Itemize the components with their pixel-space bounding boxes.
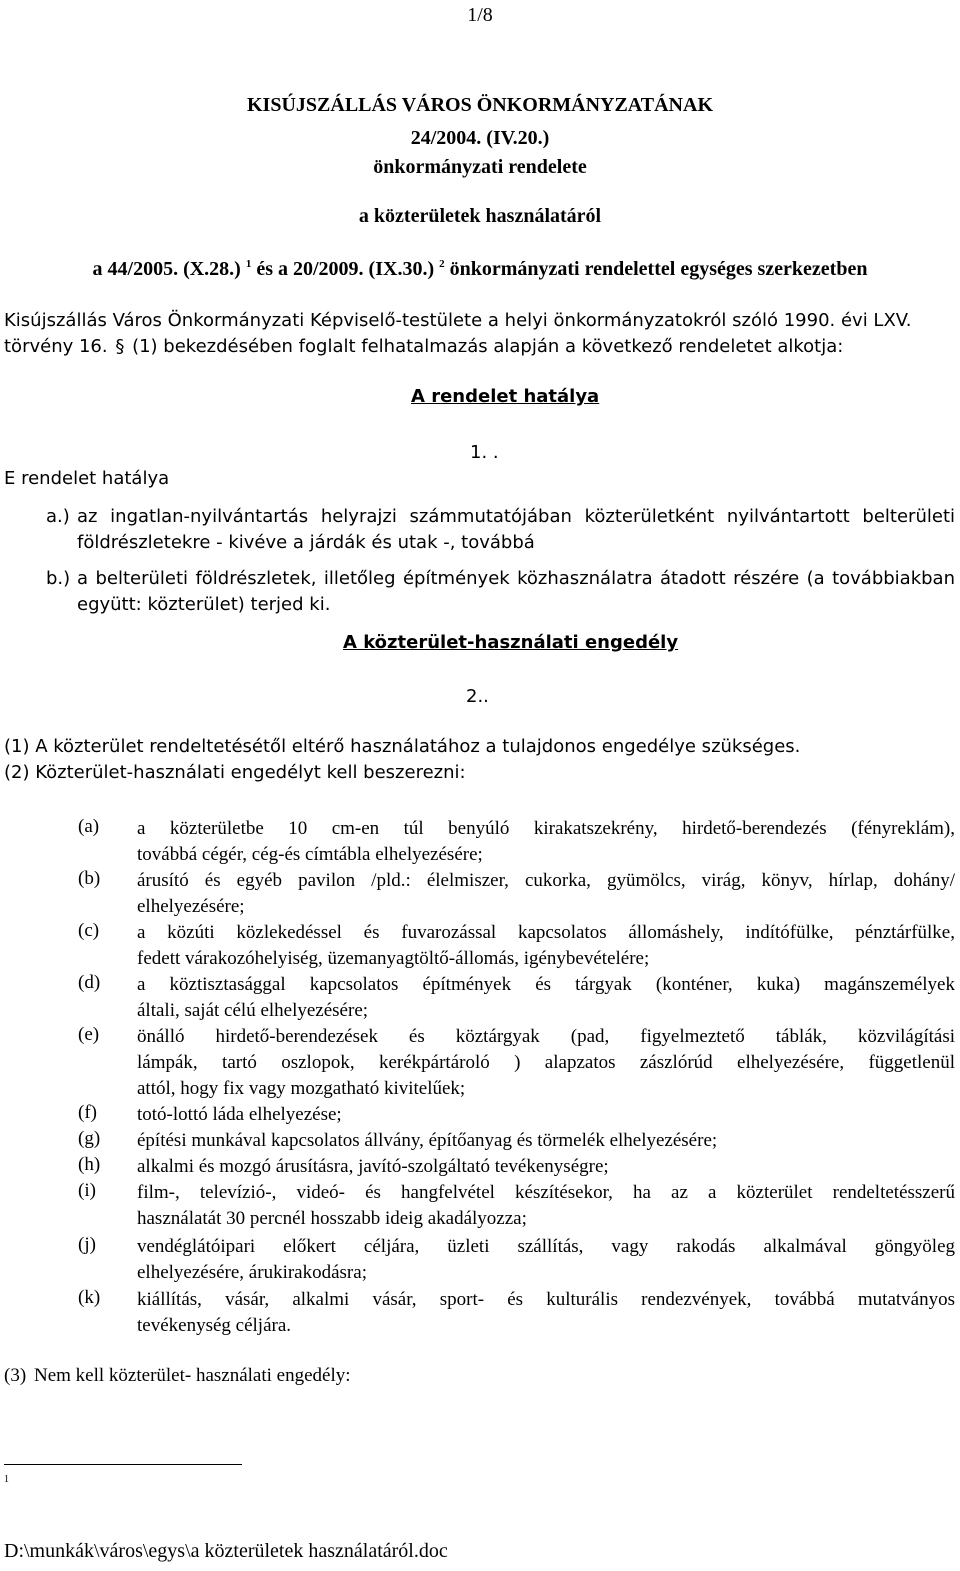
list-item-b-line2: elhelyezésére; (137, 896, 245, 917)
section2-number: 2.. (466, 686, 489, 707)
list-item-k-line1: kiállítás, vásár, alkalmi vásár, sport- és kulturális rendezvények, továbbá mutatványos (137, 1289, 955, 1310)
amendment-part2: és a 20/2009. (IX.30.) (256, 258, 435, 280)
page-number: 1/8 (467, 4, 493, 26)
footnote-ref-2[interactable]: 2 (439, 258, 445, 270)
footnote-number: 1 (4, 1474, 9, 1485)
section1-a-label: a.) (46, 506, 70, 527)
list-item-h (137, 1154, 955, 1180)
list-item-a-line1: a közterületbe 10 cm-en túl benyúló kirakatszekrény, hirdető-berendezés (fényreklám), (137, 818, 955, 839)
footer-file-path: D:\munkák\város\egys\a közterületek használatáról.doc (4, 1540, 448, 1562)
list-item-f (137, 1102, 955, 1128)
list-item-i-line1: film-, televízió-, videó- és hangfelvétel készítésekor, ha az a közterület rendeltetésszerű (137, 1182, 955, 1203)
section1-b-line2: együtt: közterület) terjed ki. (77, 594, 331, 615)
list-item-label-c: (c) (78, 920, 100, 941)
list-item-b-line1: árusító és egyéb pavilon /pld.: élelmiszer, cukorka, gyümölcs, virág, könyv, hírlap, dohány/ (137, 870, 955, 891)
list-item-b (137, 868, 955, 920)
preamble-law-ref: törvény 16. (4, 336, 108, 357)
list-item-d-line1: a köztisztasággal kapcsolatos építmények és tárgyak (konténer, kuka) magánszemélyek (137, 974, 955, 995)
list-item-f-line1: totó-lottó láda elhelyezése; (137, 1104, 342, 1125)
list-item-i-line2: használatát 30 percnél hosszabb ideig akadályozza; (137, 1208, 527, 1229)
list-item-j (137, 1234, 955, 1286)
list-item-j-line2: elhelyezésére, árukirakodásra; (137, 1262, 367, 1283)
list-item-label-g: (g) (78, 1128, 101, 1149)
amendment-part1: a 44/2005. (X.28.) (92, 258, 241, 280)
list-item-a-line2: továbbá cégér, cég-és címtábla elhelyezésére; (137, 844, 483, 865)
section2-paragraph-3-label: (3) (4, 1365, 27, 1386)
decree-number: 24/2004. (IV.20.) (410, 127, 550, 149)
footnote-separator (4, 1464, 242, 1465)
decree-subject: a közterületek használatáról (358, 205, 602, 227)
preamble-line-1: Kisújszállás Város Önkormányzati Képviselő-testülete a helyi önkormányzatokról szóló 1990. évi LXV. (4, 310, 912, 331)
section1-side-label: E rendelet hatálya (4, 468, 170, 489)
section2-heading: A közterület-használati engedély (343, 632, 679, 653)
list-item-label-b: (b) (78, 868, 101, 889)
amendment-line (0, 258, 960, 281)
list-item-k (137, 1287, 955, 1339)
list-item-label-j: (j) (78, 1234, 96, 1255)
preamble-authorization: (1) bekezdésében foglalt felhatalmazás alapján a következő rendeletet alkotja: (132, 336, 844, 357)
section1-number: 1. . (470, 442, 499, 463)
list-item-e-line2: lámpák, tartó oszlopok, kerékpártároló ) alapzatos zászlórúd elhelyezésére, függetlenül (137, 1052, 955, 1073)
list-item-e-line3: attól, hogy fix vagy mozgatható kivitelűek; (137, 1078, 466, 1099)
section2-paragraph-1: (1) A közterület rendeltetésétől eltérő használatához a tulajdonos engedélye szükséges. (4, 736, 801, 757)
section2-paragraph-2: (2) Közterület-használati engedélyt kell beszerezni: (4, 762, 466, 783)
section1-a-line1: az ingatlan-nyilvántartás helyrajzi számmutatójában közterületként nyilvántartott belterületi (77, 506, 955, 527)
list-item-g-line1: építési munkával kapcsolatos állvány, építőanyag és törmelék elhelyezésére; (137, 1130, 718, 1151)
decree-type: önkormányzati rendelete (373, 156, 587, 178)
list-item-label-i: (i) (78, 1180, 96, 1201)
list-item-d-line2: általi, saját célú elhelyezésére; (137, 1000, 369, 1021)
list-item-d (137, 972, 955, 1024)
footnote-ref-1[interactable]: 1 (245, 258, 252, 270)
list-item-a (137, 816, 955, 868)
list-item-j-line1: vendéglátóipari előkert céljára, üzleti szállítás, vagy rakodás alkalmával göngyöleg (137, 1236, 955, 1257)
preamble-line-2 (4, 336, 843, 357)
section-sign-icon: § (115, 336, 125, 357)
amendment-part3: önkormányzati rendelettel egységes szerkezetben (449, 258, 868, 280)
section1-b-label: b.) (46, 568, 71, 589)
list-item-label-f: (f) (78, 1102, 97, 1123)
list-item-label-k: (k) (78, 1287, 101, 1308)
list-item-label-a: (a) (78, 816, 100, 837)
list-item-k-line2: tevékenység céljára. (137, 1315, 292, 1336)
section1-a-line2: földrészletekre - kivéve a járdák és utak -, továbbá (77, 532, 535, 553)
section1-b-line1: a belterületi földrészletek, illetőleg építmények közhasználatra átadott részére (a továbbiakban (77, 568, 955, 589)
list-item-i (137, 1180, 955, 1232)
list-item-g (137, 1128, 955, 1154)
list-item-label-e: (e) (78, 1024, 100, 1045)
list-item-label-h: (h) (78, 1154, 101, 1175)
document-title: KISÚJSZÁLLÁS VÁROS ÖNKORMÁNYZATÁNAK (247, 94, 713, 116)
section1-heading: A rendelet hatálya (411, 386, 600, 407)
list-item-h-line1: alkalmi és mozgó árusításra, javító-szolgáltató tevékenységre; (137, 1156, 609, 1177)
section2-paragraph-3: Nem kell közterület- használati engedély: (34, 1365, 351, 1386)
list-item-e (137, 1024, 955, 1102)
list-item-label-d: (d) (78, 972, 101, 993)
list-item-c (137, 920, 955, 972)
list-item-c-line1: a közúti közlekedéssel és fuvarozással kapcsolatos állomáshely, indítófülke, pénztárfülke, (137, 922, 955, 943)
list-item-e-line1: önálló hirdető-berendezések és köztárgyak (pad, figyelmeztető táblák, közvilágítási (137, 1026, 955, 1047)
list-item-c-line2: fedett várakozóhelyiség, üzemanyagtöltő-állomás, igénybevételére; (137, 948, 650, 969)
